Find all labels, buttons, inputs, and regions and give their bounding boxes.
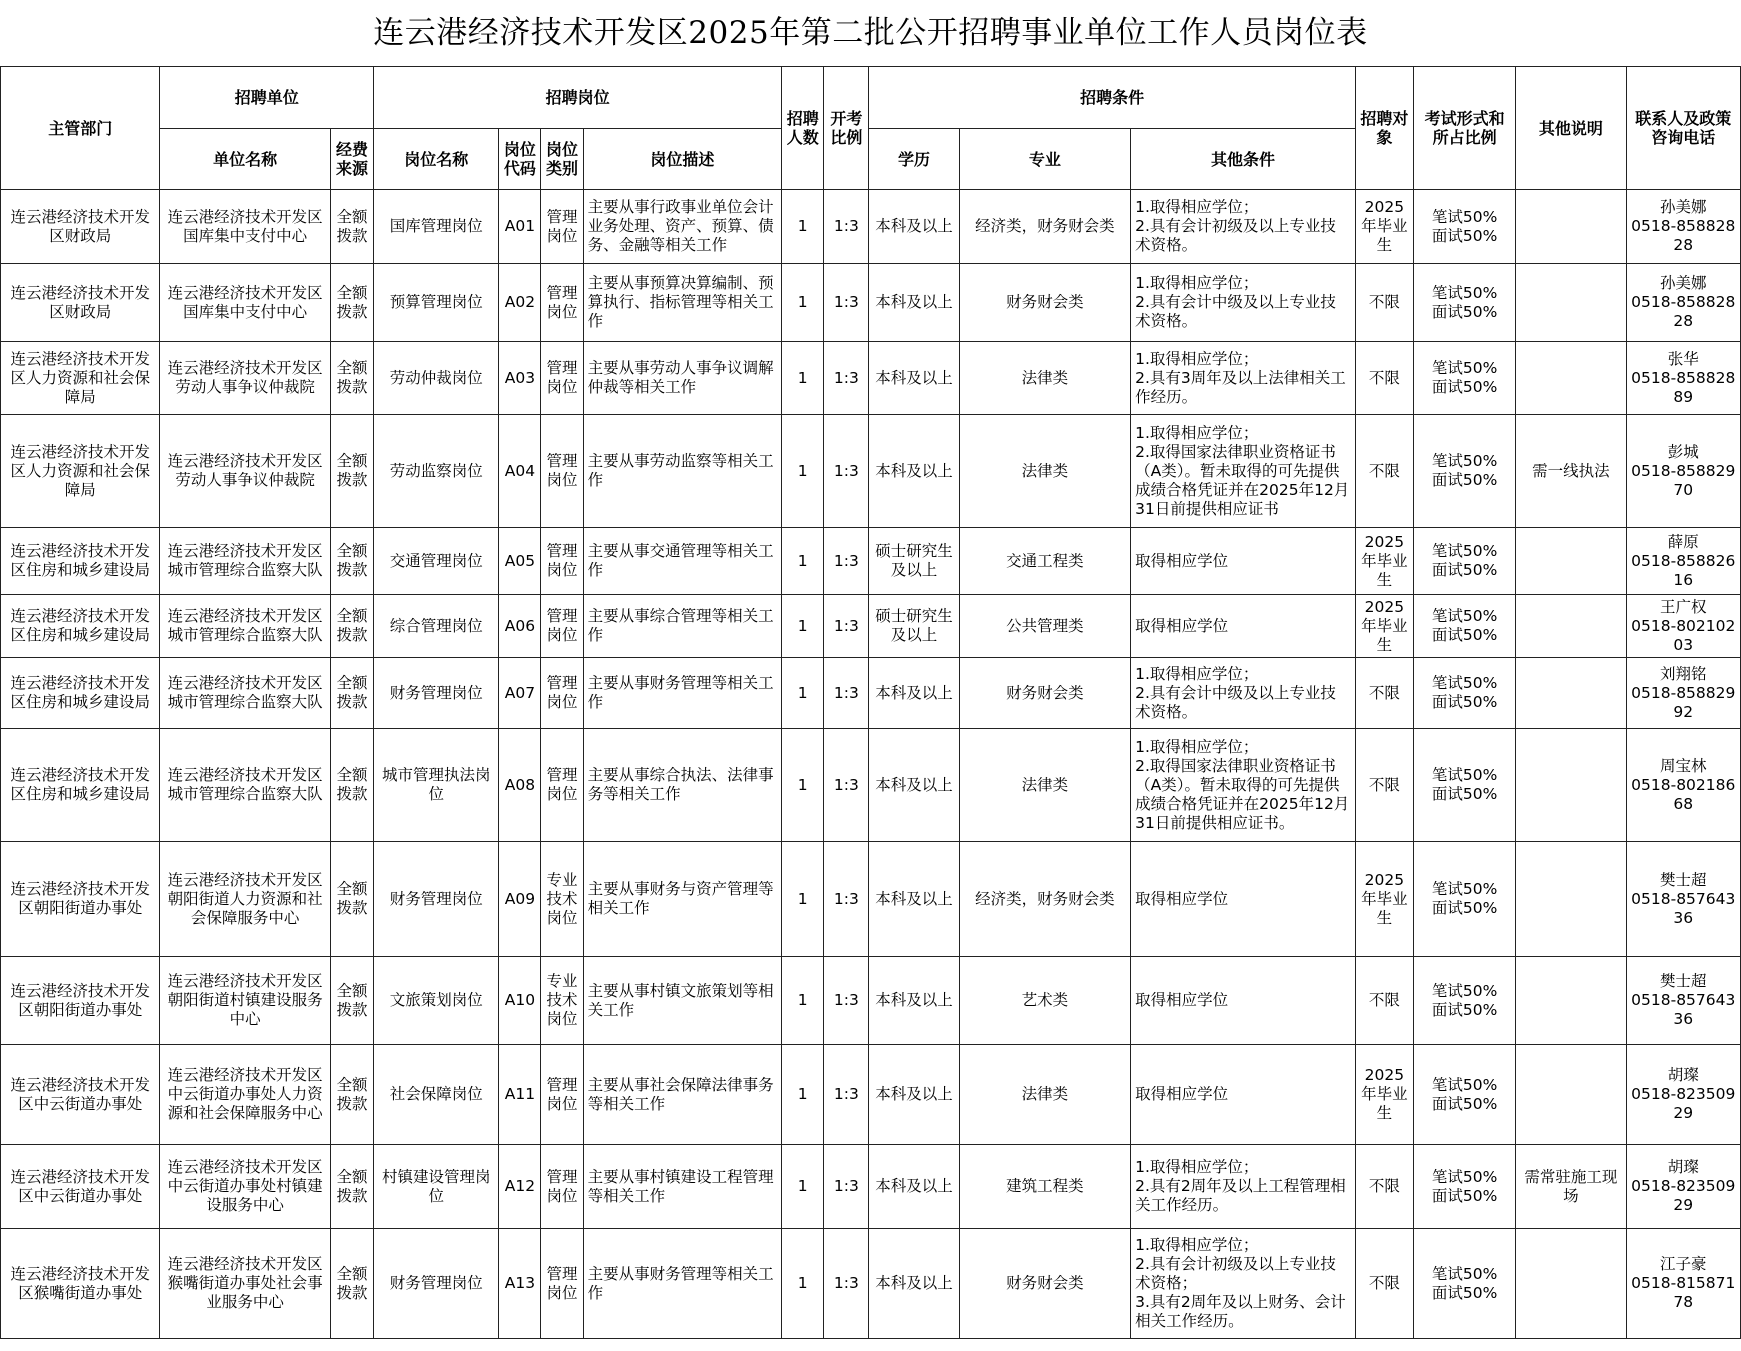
header-funding: 经费来源 (330, 129, 373, 190)
post-code-cell: A13 (499, 1229, 541, 1339)
header-target: 招聘对象 (1355, 67, 1413, 190)
post-desc-cell: 主要从事财务管理等相关工作 (583, 1229, 782, 1339)
ratio-cell: 1:3 (824, 190, 869, 264)
edu-cell: 本科及以上 (869, 1045, 959, 1145)
dept-cell: 连云港经济技术开发区猴嘴街道办事处 (1, 1229, 160, 1339)
post-name-cell: 文旅策划岗位 (374, 957, 499, 1045)
ratio-cell: 1:3 (824, 528, 869, 595)
count-cell: 1 (782, 190, 824, 264)
table-row (1, 957, 1741, 1045)
post-type-cell: 专业技术岗位 (541, 842, 583, 957)
contact-cell: 孙美娜 0518-85882828 (1626, 264, 1740, 342)
header-unit-group: 招聘单位 (160, 67, 374, 129)
ratio-cell: 1:3 (824, 264, 869, 342)
exam-cell: 笔试50% 面试50% (1413, 1145, 1515, 1229)
edu-cell: 本科及以上 (869, 842, 959, 957)
unit-name-cell: 连云港经济技术开发区劳动人事争议仲裁院 (160, 342, 330, 415)
post-code-cell: A01 (499, 190, 541, 264)
post-desc-cell: 主要从事综合执法、法律事务等相关工作 (583, 729, 782, 842)
table-row (1, 595, 1741, 658)
target-cell: 不限 (1355, 658, 1413, 729)
table-row (1, 1145, 1741, 1229)
funding-cell: 全额拨款 (330, 342, 373, 415)
post-desc-cell: 主要从事行政事业单位会计业务处理、资产、预算、债务、金融等相关工作 (583, 190, 782, 264)
edu-cell: 本科及以上 (869, 957, 959, 1045)
unit-name-cell: 连云港经济技术开发区国库集中支付中心 (160, 190, 330, 264)
notes-cell (1516, 528, 1626, 595)
ratio-cell: 1:3 (824, 342, 869, 415)
count-cell: 1 (782, 1229, 824, 1339)
post-name-cell: 财务管理岗位 (374, 1229, 499, 1339)
funding-cell: 全额拨款 (330, 528, 373, 595)
position-table (0, 66, 1741, 1339)
count-cell: 1 (782, 658, 824, 729)
post-name-cell: 村镇建设管理岗位 (374, 1145, 499, 1229)
post-name-cell: 社会保障岗位 (374, 1045, 499, 1145)
contact-cell: 樊士超 0518-85764336 (1626, 957, 1740, 1045)
major-cell: 法律类 (959, 342, 1130, 415)
major-cell: 财务财会类 (959, 264, 1130, 342)
exam-cell: 笔试50% 面试50% (1413, 729, 1515, 842)
unit-name-cell: 连云港经济技术开发区劳动人事争议仲裁院 (160, 415, 330, 528)
other-cond-cell: 取得相应学位 (1131, 842, 1356, 957)
table-row (1, 190, 1741, 264)
post-type-cell: 管理岗位 (541, 1229, 583, 1339)
ratio-cell: 1:3 (824, 595, 869, 658)
contact-cell: 樊士超 0518-85764336 (1626, 842, 1740, 957)
major-cell: 艺术类 (959, 957, 1130, 1045)
post-desc-cell: 主要从事劳动人事争议调解仲裁等相关工作 (583, 342, 782, 415)
edu-cell: 本科及以上 (869, 342, 959, 415)
post-code-cell: A07 (499, 658, 541, 729)
notes-cell (1516, 595, 1626, 658)
dept-cell: 连云港经济技术开发区中云街道办事处 (1, 1045, 160, 1145)
table-row (1, 1045, 1741, 1145)
post-name-cell: 劳动仲裁岗位 (374, 342, 499, 415)
dept-cell: 连云港经济技术开发区住房和城乡建设局 (1, 658, 160, 729)
target-cell: 2025年毕业生 (1355, 1045, 1413, 1145)
post-code-cell: A02 (499, 264, 541, 342)
count-cell: 1 (782, 729, 824, 842)
header-unit-name: 单位名称 (160, 129, 330, 190)
exam-cell: 笔试50% 面试50% (1413, 264, 1515, 342)
exam-cell: 笔试50% 面试50% (1413, 595, 1515, 658)
major-cell: 经济类，财务财会类 (959, 842, 1130, 957)
table-row (1, 342, 1741, 415)
contact-cell: 周宝林 0518-80218668 (1626, 729, 1740, 842)
exam-cell: 笔试50% 面试50% (1413, 842, 1515, 957)
ratio-cell: 1:3 (824, 1229, 869, 1339)
header-dept: 主管部门 (1, 67, 160, 190)
ratio-cell: 1:3 (824, 1145, 869, 1229)
exam-cell: 笔试50% 面试50% (1413, 1045, 1515, 1145)
table-row (1, 264, 1741, 342)
sheet-title: 连云港经济技术开发区2025年第二批公开招聘事业单位工作人员岗位表 (373, 15, 1368, 51)
post-desc-cell: 主要从事财务与资产管理等相关工作 (583, 842, 782, 957)
major-cell: 财务财会类 (959, 1229, 1130, 1339)
major-cell: 财务财会类 (959, 658, 1130, 729)
funding-cell: 全额拨款 (330, 1145, 373, 1229)
exam-cell: 笔试50% 面试50% (1413, 190, 1515, 264)
header-cond-group: 招聘条件 (869, 67, 1355, 129)
unit-name-cell: 连云港经济技术开发区城市管理综合监察大队 (160, 658, 330, 729)
dept-cell: 连云港经济技术开发区住房和城乡建设局 (1, 528, 160, 595)
dept-cell: 连云港经济技术开发区财政局 (1, 190, 160, 264)
other-cond-cell: 1.取得相应学位； 2.具有会计中级及以上专业技术资格。 (1131, 264, 1356, 342)
contact-cell: 刘翔铭 0518-85882992 (1626, 658, 1740, 729)
count-cell: 1 (782, 264, 824, 342)
unit-name-cell: 连云港经济技术开发区中云街道办事处人力资源和社会保障服务中心 (160, 1045, 330, 1145)
major-cell: 法律类 (959, 415, 1130, 528)
contact-cell: 孙美娜 0518-85882828 (1626, 190, 1740, 264)
notes-cell (1516, 957, 1626, 1045)
other-cond-cell: 1.取得相应学位； 2.具有3周年及以上法律相关工作经历。 (1131, 342, 1356, 415)
target-cell: 不限 (1355, 957, 1413, 1045)
funding-cell: 全额拨款 (330, 595, 373, 658)
notes-cell: 需一线执法 (1516, 415, 1626, 528)
count-cell: 1 (782, 528, 824, 595)
post-code-cell: A05 (499, 528, 541, 595)
unit-name-cell: 连云港经济技术开发区朝阳街道人力资源和社会保障服务中心 (160, 842, 330, 957)
dept-cell: 连云港经济技术开发区住房和城乡建设局 (1, 729, 160, 842)
post-code-cell: A12 (499, 1145, 541, 1229)
notes-cell (1516, 264, 1626, 342)
post-code-cell: A09 (499, 842, 541, 957)
contact-cell: 胡璨 0518-82350929 (1626, 1045, 1740, 1145)
ratio-cell: 1:3 (824, 658, 869, 729)
edu-cell: 本科及以上 (869, 729, 959, 842)
exam-cell: 笔试50% 面试50% (1413, 342, 1515, 415)
unit-name-cell: 连云港经济技术开发区国库集中支付中心 (160, 264, 330, 342)
target-cell: 不限 (1355, 342, 1413, 415)
header-contact: 联系人及政策咨询电话 (1626, 67, 1740, 190)
edu-cell: 本科及以上 (869, 1229, 959, 1339)
post-type-cell: 管理岗位 (541, 264, 583, 342)
header-row-1 (1, 67, 1741, 129)
other-cond-cell: 取得相应学位 (1131, 595, 1356, 658)
post-type-cell: 管理岗位 (541, 190, 583, 264)
header-major: 专业 (959, 129, 1130, 190)
post-desc-cell: 主要从事村镇文旅策划等相关工作 (583, 957, 782, 1045)
post-type-cell: 专业技术岗位 (541, 957, 583, 1045)
major-cell: 公共管理类 (959, 595, 1130, 658)
header-post-desc: 岗位描述 (583, 129, 782, 190)
post-desc-cell: 主要从事劳动监察等相关工作 (583, 415, 782, 528)
exam-cell: 笔试50% 面试50% (1413, 1229, 1515, 1339)
unit-name-cell: 连云港经济技术开发区城市管理综合监察大队 (160, 729, 330, 842)
post-type-cell: 管理岗位 (541, 1045, 583, 1145)
target-cell: 不限 (1355, 729, 1413, 842)
ratio-cell: 1:3 (824, 1045, 869, 1145)
post-type-cell: 管理岗位 (541, 658, 583, 729)
target-cell: 不限 (1355, 1229, 1413, 1339)
notes-cell: 需常驻施工现场 (1516, 1145, 1626, 1229)
contact-cell: 江子豪 0518-81587178 (1626, 1229, 1740, 1339)
contact-cell: 彭城 0518-85882970 (1626, 415, 1740, 528)
post-type-cell: 管理岗位 (541, 342, 583, 415)
major-cell: 法律类 (959, 729, 1130, 842)
header-exam: 考试形式和所占比例 (1413, 67, 1515, 190)
other-cond-cell: 1.取得相应学位； 2.取得国家法律职业资格证书（A类）。暂未取得的可先提供成绩合格凭证并在2025年12月31日前提供相应证书 (1131, 415, 1356, 528)
exam-cell: 笔试50% 面试50% (1413, 957, 1515, 1045)
funding-cell: 全额拨款 (330, 1045, 373, 1145)
target-cell: 2025年毕业生 (1355, 190, 1413, 264)
unit-name-cell: 连云港经济技术开发区朝阳街道村镇建设服务中心 (160, 957, 330, 1045)
funding-cell: 全额拨款 (330, 842, 373, 957)
dept-cell: 连云港经济技术开发区人力资源和社会保障局 (1, 342, 160, 415)
post-type-cell: 管理岗位 (541, 595, 583, 658)
dept-cell: 连云港经济技术开发区住房和城乡建设局 (1, 595, 160, 658)
notes-cell (1516, 729, 1626, 842)
funding-cell: 全额拨款 (330, 415, 373, 528)
ratio-cell: 1:3 (824, 842, 869, 957)
post-name-cell: 预算管理岗位 (374, 264, 499, 342)
dept-cell: 连云港经济技术开发区朝阳街道办事处 (1, 842, 160, 957)
edu-cell: 本科及以上 (869, 1145, 959, 1229)
funding-cell: 全额拨款 (330, 190, 373, 264)
ratio-cell: 1:3 (824, 957, 869, 1045)
post-code-cell: A08 (499, 729, 541, 842)
count-cell: 1 (782, 1045, 824, 1145)
contact-cell: 王广权 0518-80210203 (1626, 595, 1740, 658)
dept-cell: 连云港经济技术开发区人力资源和社会保障局 (1, 415, 160, 528)
target-cell: 2025年毕业生 (1355, 528, 1413, 595)
count-cell: 1 (782, 342, 824, 415)
edu-cell: 本科及以上 (869, 415, 959, 528)
other-cond-cell: 1.取得相应学位； 2.具有2周年及以上工程管理相关工作经历。 (1131, 1145, 1356, 1229)
post-name-cell: 城市管理执法岗位 (374, 729, 499, 842)
count-cell: 1 (782, 1145, 824, 1229)
header-notes: 其他说明 (1516, 67, 1626, 190)
post-desc-cell: 主要从事交通管理等相关工作 (583, 528, 782, 595)
table-row (1, 658, 1741, 729)
post-code-cell: A03 (499, 342, 541, 415)
other-cond-cell: 取得相应学位 (1131, 1045, 1356, 1145)
post-name-cell: 劳动监察岗位 (374, 415, 499, 528)
ratio-cell: 1:3 (824, 415, 869, 528)
count-cell: 1 (782, 842, 824, 957)
contact-cell: 张华 0518-85882889 (1626, 342, 1740, 415)
target-cell: 不限 (1355, 415, 1413, 528)
post-name-cell: 交通管理岗位 (374, 528, 499, 595)
unit-name-cell: 连云港经济技术开发区城市管理综合监察大队 (160, 595, 330, 658)
exam-cell: 笔试50% 面试50% (1413, 658, 1515, 729)
other-cond-cell: 1.取得相应学位； 2.具有会计中级及以上专业技术资格。 (1131, 658, 1356, 729)
table-row (1, 415, 1741, 528)
header-post-group: 招聘岗位 (374, 67, 782, 129)
contact-cell: 薛原 0518-85882616 (1626, 528, 1740, 595)
unit-name-cell: 连云港经济技术开发区城市管理综合监察大队 (160, 528, 330, 595)
post-desc-cell: 主要从事财务管理等相关工作 (583, 658, 782, 729)
count-cell: 1 (782, 415, 824, 528)
other-cond-cell: 1.取得相应学位； 2.具有会计初级及以上专业技术资格。 (1131, 190, 1356, 264)
dept-cell: 连云港经济技术开发区朝阳街道办事处 (1, 957, 160, 1045)
contact-cell: 胡璨 0518-82350929 (1626, 1145, 1740, 1229)
major-cell: 建筑工程类 (959, 1145, 1130, 1229)
count-cell: 1 (782, 595, 824, 658)
dept-cell: 连云港经济技术开发区财政局 (1, 264, 160, 342)
header-count: 招聘人数 (782, 67, 824, 190)
funding-cell: 全额拨款 (330, 264, 373, 342)
edu-cell: 硕士研究生及以上 (869, 595, 959, 658)
notes-cell (1516, 1229, 1626, 1339)
count-cell: 1 (782, 957, 824, 1045)
major-cell: 经济类，财务财会类 (959, 190, 1130, 264)
post-type-cell: 管理岗位 (541, 1145, 583, 1229)
other-cond-cell: 取得相应学位 (1131, 957, 1356, 1045)
table-row (1, 528, 1741, 595)
edu-cell: 本科及以上 (869, 190, 959, 264)
target-cell: 2025年毕业生 (1355, 842, 1413, 957)
edu-cell: 本科及以上 (869, 264, 959, 342)
unit-name-cell: 连云港经济技术开发区中云街道办事处村镇建设服务中心 (160, 1145, 330, 1229)
post-type-cell: 管理岗位 (541, 729, 583, 842)
table-body (1, 190, 1741, 1339)
exam-cell: 笔试50% 面试50% (1413, 528, 1515, 595)
post-code-cell: A06 (499, 595, 541, 658)
post-desc-cell: 主要从事预算决算编制、预算执行、指标管理等相关工作 (583, 264, 782, 342)
target-cell: 不限 (1355, 264, 1413, 342)
post-desc-cell: 主要从事综合管理等相关工作 (583, 595, 782, 658)
other-cond-cell: 1.取得相应学位； 2.具有会计初级及以上专业技术资格； 3.具有2周年及以上财务、会计相关工作经历。 (1131, 1229, 1356, 1339)
funding-cell: 全额拨款 (330, 658, 373, 729)
edu-cell: 本科及以上 (869, 658, 959, 729)
target-cell: 不限 (1355, 1145, 1413, 1229)
post-desc-cell: 主要从事村镇建设工程管理等相关工作 (583, 1145, 782, 1229)
notes-cell (1516, 190, 1626, 264)
funding-cell: 全额拨款 (330, 957, 373, 1045)
notes-cell (1516, 658, 1626, 729)
notes-cell (1516, 342, 1626, 415)
table-row (1, 1229, 1741, 1339)
header-ratio: 开考比例 (824, 67, 869, 190)
post-type-cell: 管理岗位 (541, 415, 583, 528)
post-name-cell: 财务管理岗位 (374, 658, 499, 729)
funding-cell: 全额拨款 (330, 1229, 373, 1339)
post-code-cell: A04 (499, 415, 541, 528)
header-other-cond: 其他条件 (1131, 129, 1356, 190)
post-name-cell: 综合管理岗位 (374, 595, 499, 658)
dept-cell: 连云港经济技术开发区中云街道办事处 (1, 1145, 160, 1229)
other-cond-cell: 取得相应学位 (1131, 528, 1356, 595)
post-code-cell: A10 (499, 957, 541, 1045)
post-desc-cell: 主要从事社会保障法律事务等相关工作 (583, 1045, 782, 1145)
post-name-cell: 财务管理岗位 (374, 842, 499, 957)
exam-cell: 笔试50% 面试50% (1413, 415, 1515, 528)
post-code-cell: A11 (499, 1045, 541, 1145)
ratio-cell: 1:3 (824, 729, 869, 842)
unit-name-cell: 连云港经济技术开发区猴嘴街道办事处社会事业服务中心 (160, 1229, 330, 1339)
edu-cell: 硕士研究生及以上 (869, 528, 959, 595)
major-cell: 法律类 (959, 1045, 1130, 1145)
header-post-code: 岗位代码 (499, 129, 541, 190)
table-row (1, 842, 1741, 957)
other-cond-cell: 1.取得相应学位； 2.取得国家法律职业资格证书（A类）。暂未取得的可先提供成绩合格凭证并在2025年12月31日前提供相应证书。 (1131, 729, 1356, 842)
notes-cell (1516, 1045, 1626, 1145)
major-cell: 交通工程类 (959, 528, 1130, 595)
target-cell: 2025年毕业生 (1355, 595, 1413, 658)
funding-cell: 全额拨款 (330, 729, 373, 842)
header-post-name: 岗位名称 (374, 129, 499, 190)
post-type-cell: 管理岗位 (541, 528, 583, 595)
notes-cell (1516, 842, 1626, 957)
header-edu: 学历 (869, 129, 959, 190)
header-post-type: 岗位类别 (541, 129, 583, 190)
table-row (1, 729, 1741, 842)
post-name-cell: 国库管理岗位 (374, 190, 499, 264)
